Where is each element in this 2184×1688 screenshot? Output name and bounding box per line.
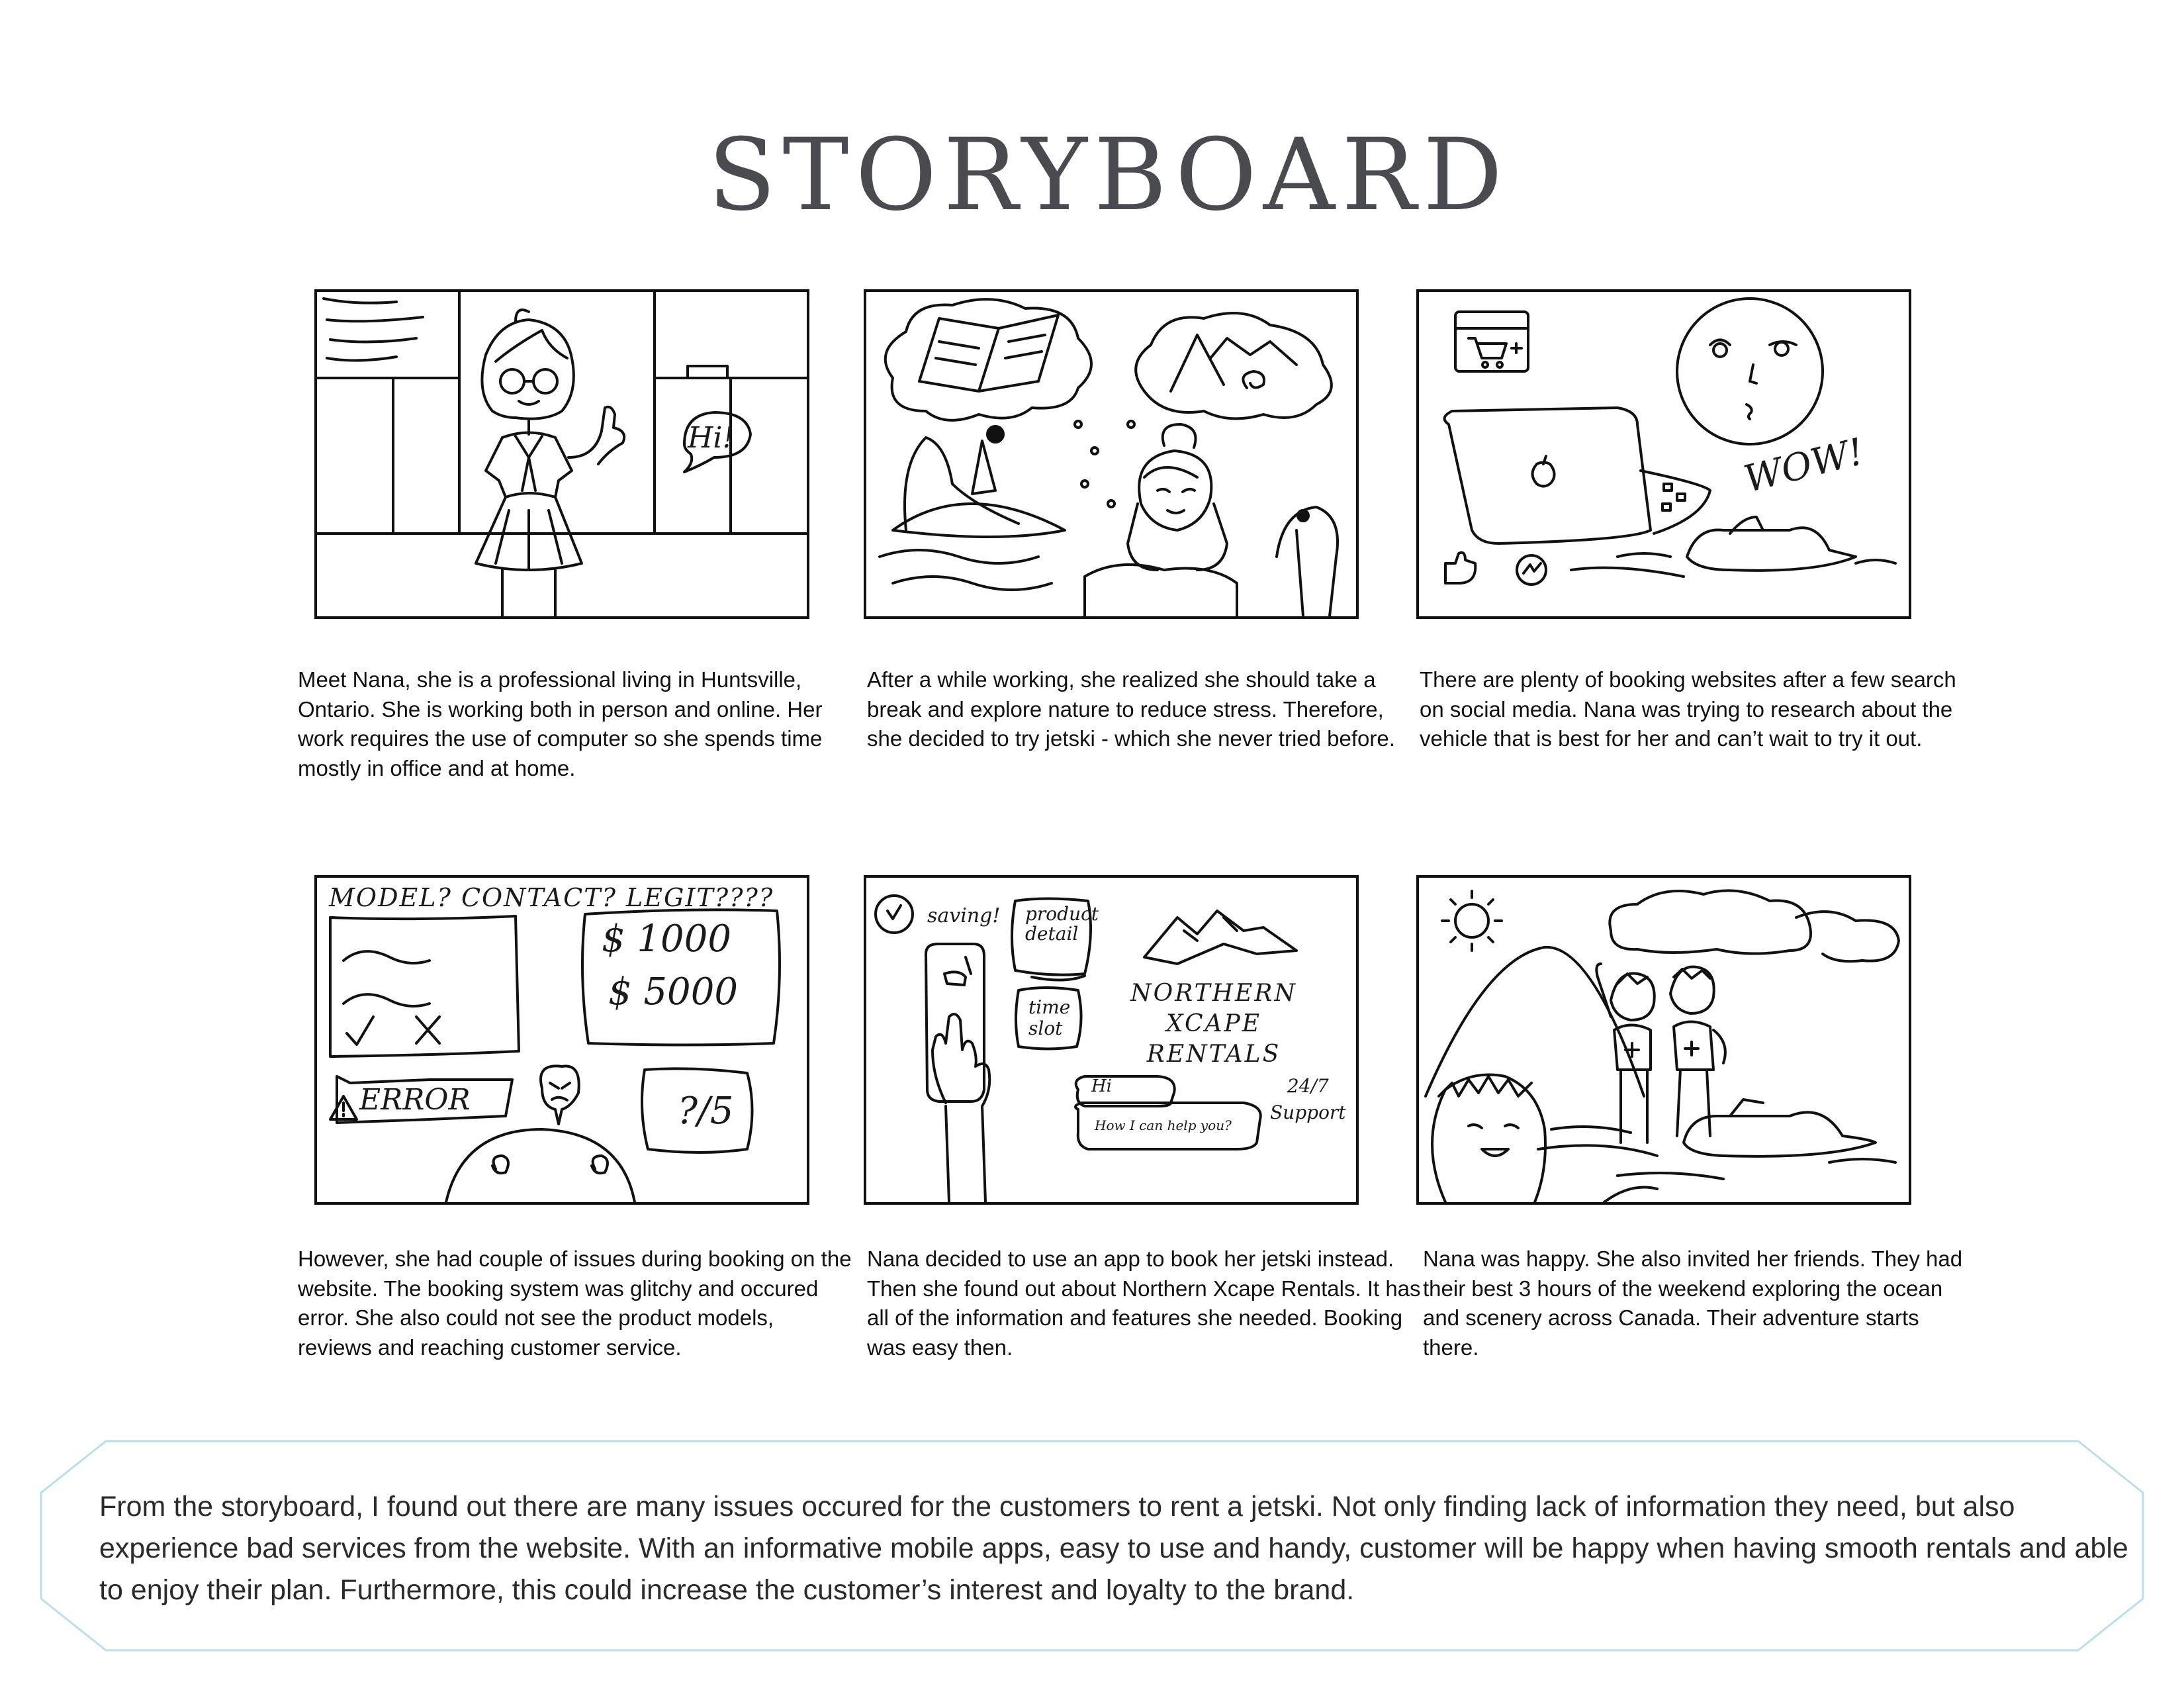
panel-3-caption: There are plenty of booking websites after a few search on social media. Nana was trying to research about the vehicle that is best for her and can’t wait to try it out.	[1420, 667, 1956, 751]
chat-help-text: How I can help you?	[1095, 1117, 1232, 1133]
panel-6-caption: Nana was happy. She also invited her friends. They had their best 3 hours of the weekend exploring the ocean and scenery across Canada. Their adventure starts there.	[1423, 1246, 1963, 1360]
panel-2-caption: After a while working, she realized she should take a break and explore nature to reduce stress. Therefore, she decided to try jetski - which she never tried before.	[867, 667, 1395, 751]
brand-line-1: NORTHERN	[1130, 980, 1297, 1007]
panel-1-caption: Meet Nana, she is a professional living in Huntsville, Ontario. She is working both in person and online. Her work requires the use of computer so she spends time mostly in office and at home.	[298, 667, 823, 780]
storyboard-panel-4	[314, 875, 809, 1205]
price-1000-text: $ 1000	[602, 917, 731, 961]
product-line: product	[1025, 903, 1099, 925]
page-title: STORYBOARD	[707, 118, 1510, 233]
detail-line: detail	[1025, 923, 1079, 945]
error-label-text: ERROR	[359, 1083, 471, 1117]
time-slot-text	[1028, 997, 1070, 1039]
slot-line: slot	[1028, 1017, 1063, 1039]
brand-name-text	[1115, 978, 1313, 1070]
support-label: Support	[1270, 1102, 1346, 1123]
storyboard-panel-6	[1416, 875, 1911, 1205]
wow-exclamation-text: WOW!	[1739, 430, 1868, 502]
support-hours: 24/7	[1287, 1075, 1329, 1097]
summary-box	[40, 1440, 2144, 1652]
price-5000-text: $ 5000	[608, 970, 738, 1013]
checklist-questions-text: MODEL? CONTACT? LEGIT????	[329, 883, 774, 912]
brand-line-2: XCAPE	[1165, 1010, 1262, 1037]
rating-text: ?/5	[678, 1090, 734, 1133]
speech-bubble-text: Hi!	[688, 421, 735, 455]
product-detail-text	[1025, 904, 1099, 944]
panel-4-caption: However, she had couple of issues during booking on the website. The booking system was glitchy and occured error. She also could not see the product models, reviews and reaching customer service.	[298, 1246, 852, 1360]
support-24-7-text	[1270, 1073, 1346, 1126]
panel-5-caption: Nana decided to use an app to book her jetski instead. Then she found out about Northern Xcape Rentals. It has all of the information and features she needed. Booking was easy then.	[867, 1246, 1421, 1360]
saving-text: saving!	[927, 904, 1001, 927]
brand-line-3: RENTALS	[1146, 1041, 1281, 1068]
time-line: time	[1028, 996, 1071, 1018]
storyboard-panel-1	[314, 289, 809, 619]
summary-text: From the storyboard, I found out there are many issues occured for the customers to rent a jetski. Not only finding lack of information they need, but also experience bad services from the website. With an informative mobile apps, easy to use and handy, customer will be happy when having smooth rentals and able to enjoy their plan. Furthermore, this could increase the customer’s interest and loyalty to the brand.	[99, 1491, 2128, 1606]
storyboard-panel-5	[864, 875, 1359, 1205]
storyboard-panel-3	[1416, 289, 1911, 619]
storyboard-panel-2	[864, 289, 1359, 619]
chat-hi-text: Hi	[1091, 1076, 1112, 1096]
